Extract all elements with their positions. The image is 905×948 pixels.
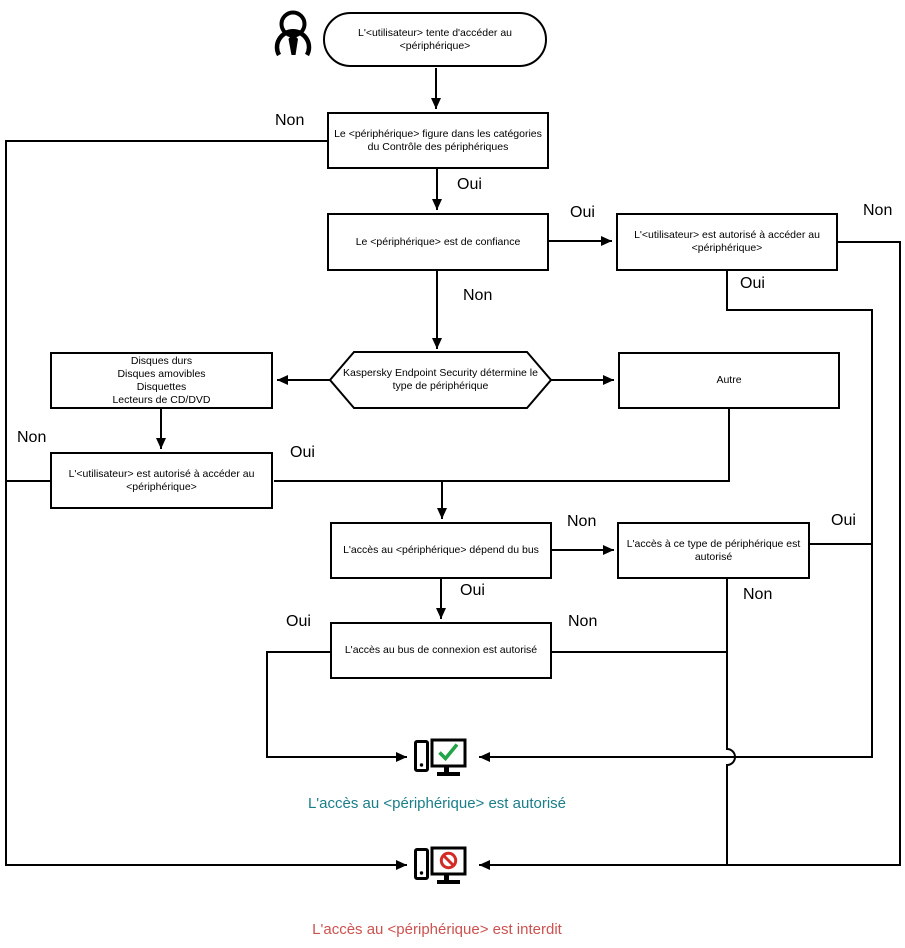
computer-denied-icon [416, 848, 466, 884]
text-line: Autre [716, 374, 742, 386]
edge-autre-merge [274, 409, 729, 481]
text-line: Le <périphérique> est de confiance [355, 235, 521, 248]
edge-user-droite-oui-to-allowed [479, 271, 872, 757]
node-depend-bus [330, 522, 552, 579]
edge-type-non-with-hop [727, 579, 735, 865]
computer-allowed-icon [416, 740, 466, 776]
node-user-autorise-droite [616, 213, 838, 271]
node-bus-autorise [330, 622, 552, 679]
text-line: L'accès à ce type de périphérique est [626, 537, 801, 550]
node-determine-type [333, 352, 548, 408]
edge-label-connexion-oui: Oui [286, 613, 311, 630]
edge-label-user-droite-oui: Oui [740, 275, 765, 292]
edge-label-confiance-non: Non [463, 287, 493, 304]
user-icon [277, 13, 309, 56]
text-line: <périphérique> [691, 242, 763, 254]
node-disques [50, 352, 273, 409]
text-line: L'<utilisateur> tente d'accéder au [357, 26, 513, 39]
edge-label-categories-non: Non [275, 112, 305, 129]
node-start [323, 12, 547, 67]
edge-label-connexion-non: Non [568, 613, 598, 630]
text-line: type de périphérique [392, 380, 489, 392]
text-line: Kaspersky Endpoint Security détermine le [343, 367, 538, 379]
edge-label-type-non: Non [743, 586, 773, 603]
text-line: <périphérique> [126, 480, 197, 493]
edge-label-bus-oui: Oui [460, 582, 485, 599]
text-line: du Contrôle des périphériques [367, 140, 509, 153]
text-line: Disques amovibles [117, 367, 206, 380]
node-autre [618, 352, 840, 409]
edge-label-bus-non: Non [567, 513, 597, 530]
text-line: Le <périphérique> figure dans les catégories [334, 127, 542, 140]
text-line: L'<utilisateur> est autorisé à accéder au [68, 467, 255, 480]
node-user-autorise-gauche [50, 452, 273, 509]
edge-label-user-gauche-oui: Oui [290, 444, 315, 461]
text-line: Disques durs [130, 354, 193, 367]
text-line: autorisé [694, 550, 733, 563]
node-categories [327, 112, 549, 169]
outcome-denied-text: L'accès au <périphérique> est interdit [312, 921, 562, 938]
node-type-autorise [617, 522, 810, 579]
edge-label-type-oui: Oui [831, 512, 856, 529]
edge-label-user-gauche-non: Non [17, 429, 47, 446]
edge-label-user-droite-non: Non [863, 202, 893, 219]
edge-label-confiance-oui: Oui [570, 204, 595, 221]
text-line: <périphérique> [399, 39, 471, 52]
text-line: L'accès au <périphérique> dépend du bus [343, 544, 539, 556]
text-line: Disquettes [136, 380, 187, 393]
edge-label-categories-oui: Oui [457, 176, 482, 193]
text-line: Lecteurs de CD/DVD [112, 393, 211, 406]
text-line: L'accès au bus de connexion est autorisé [344, 644, 538, 656]
node-confiance [327, 213, 549, 271]
text-line: L'<utilisateur> est autorisé à accéder au [634, 229, 820, 241]
outcome-allowed-text: L'accès au <périphérique> est autorisé [307, 795, 567, 812]
